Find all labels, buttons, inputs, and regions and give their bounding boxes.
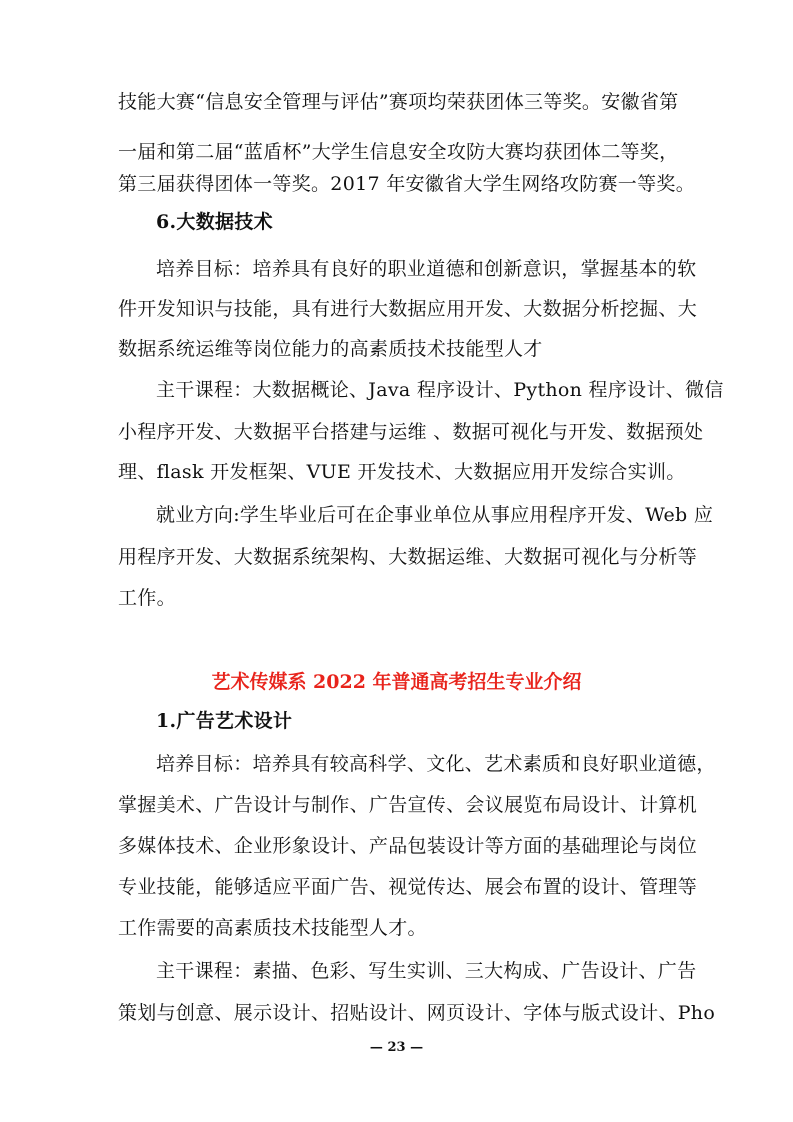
paragraph-line: 策划与创意、展示设计、招贴设计、网页设计、字体与版式设计、Pho	[118, 1002, 716, 1024]
paragraph-line: 数据系统运维等岗位能力的高素质技术技能型人才	[118, 338, 543, 360]
paragraph-line: 一届和第二届“蓝盾杯”大学生信息安全攻防大赛均获团体二等奖，	[118, 141, 679, 163]
section-heading-big-data: 6.大数据技术	[156, 211, 273, 233]
paragraph-line: 用程序开发、大数据系统架构、大数据运维、大数据可视化与分析等	[118, 546, 698, 568]
paragraph-line: 小程序开发、大数据平台搭建与运维 、数据可视化与开发、数据预处	[118, 421, 704, 443]
paragraph-line: 多媒体技术、企业形象设计、产品包装设计等方面的基础理论与岗位	[118, 835, 698, 857]
paragraph-line: 工作需要的高素质技术技能型人才。	[118, 917, 427, 939]
paragraph-line: 培养目标：培养具有良好的职业道德和创新意识，掌握基本的软	[156, 258, 697, 280]
page-number: — 23 —	[369, 1040, 424, 1055]
paragraph-line: 主干课程：大数据概论、Java 程序设计、Python 程序设计、微信	[156, 379, 724, 401]
section-heading-advertising: 1.广告艺术设计	[156, 710, 293, 732]
section-title: 艺术传媒系 2022 年普通高考招生专业介绍	[211, 671, 582, 693]
paragraph-line: 主干课程：素描、色彩、写生实训、三大构成、广告设计、广告	[156, 960, 697, 982]
paragraph-line: 技能大赛“信息安全管理与评估”赛项均荣获团体三等奖。安徽省第	[118, 91, 679, 113]
paragraph-line: 专业技能，能够适应平面广告、视觉传达、展会布置的设计、管理等	[118, 876, 698, 898]
paragraph-line: 培养目标：培养具有较高科学、文化、艺术素质和良好职业道德，	[156, 753, 716, 775]
paragraph-line: 就业方向:学生毕业后可在企事业单位从事应用程序开发、Web 应	[156, 504, 714, 526]
paragraph-line: 掌握美术、广告设计与制作、广告宣传、会议展览布局设计、计算机	[118, 794, 698, 816]
paragraph-line: 理、flask 开发框架、VUE 开发技术、大数据应用开发综合实训。	[118, 461, 686, 483]
paragraph-line: 件开发知识与技能，具有进行大数据应用开发、大数据分析挖掘、大	[118, 298, 698, 320]
paragraph-line: 工作。	[118, 587, 176, 609]
paragraph-line: 第三届获得团体一等奖。2017 年安徽省大学生网络攻防赛一等奖。	[118, 173, 695, 195]
